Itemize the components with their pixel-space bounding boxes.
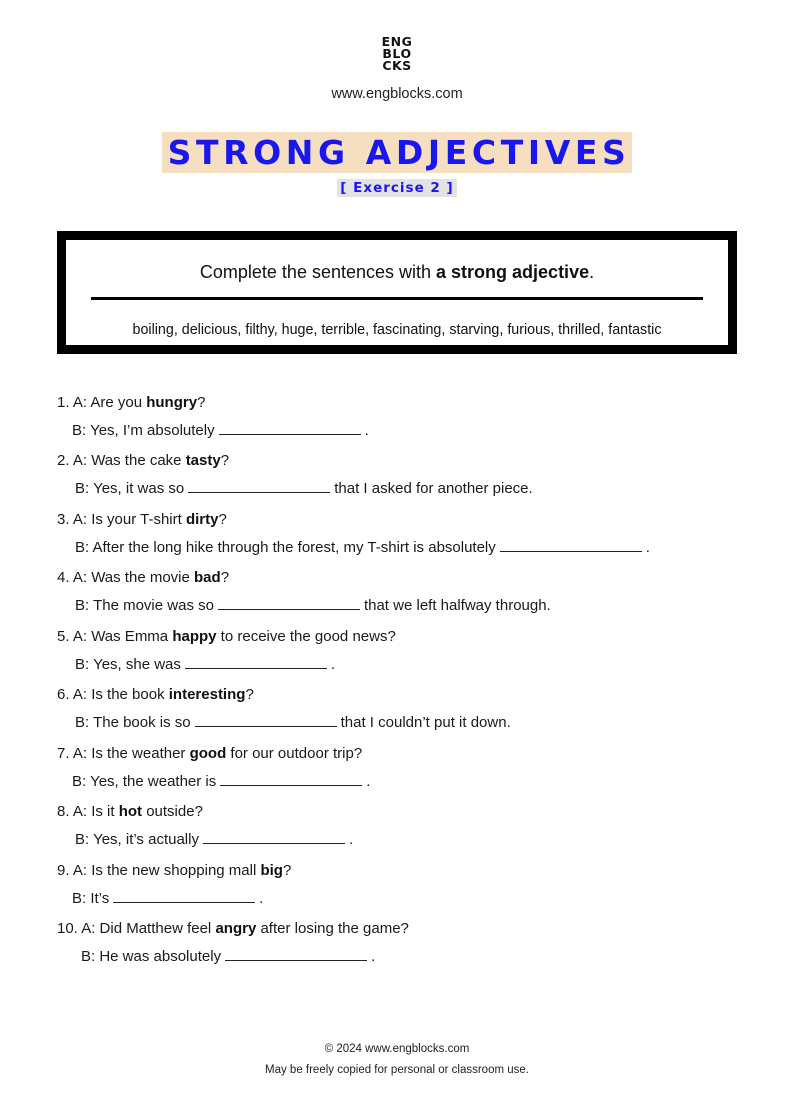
answer-blank[interactable] — [203, 829, 345, 844]
answer-blank[interactable] — [185, 654, 327, 669]
question-a-line — [57, 451, 229, 471]
key-adjective: big — [260, 862, 283, 879]
instruction-text — [66, 262, 728, 283]
question-text: ? — [245, 686, 254, 703]
answer-text: . — [645, 539, 650, 556]
instruction-bold: a strong adjective — [436, 262, 590, 282]
website-url: www.engblocks.com — [331, 86, 463, 102]
key-adjective: bad — [194, 569, 221, 586]
key-adjective: good — [189, 745, 227, 762]
question-text: A: Is your T-shirt — [72, 511, 186, 528]
logo-line: CKS — [382, 58, 412, 73]
instruction-prefix: Complete the sentences with — [199, 262, 437, 282]
answer-b-line — [75, 829, 353, 850]
answer-b-line — [81, 946, 375, 967]
answer-text: . — [366, 773, 371, 790]
answer-b-line — [75, 595, 551, 616]
question-text: after losing the game? — [256, 920, 409, 937]
question-a-line — [57, 861, 291, 881]
engblocks-logo — [0, 36, 794, 72]
key-adjective: hot — [118, 803, 143, 820]
worksheet-title: STRONG ADJECTIVES — [162, 132, 633, 173]
instruction-suffix: . — [589, 262, 595, 282]
answer-text: that I couldn’t put it down. — [340, 714, 511, 731]
answer-text: B: After the long hike through the forest, my T-shirt is absolutely — [75, 539, 496, 556]
key-adjective: dirty — [185, 511, 219, 528]
answer-text: B: Yes, it’s actually — [75, 831, 199, 848]
question-a-line — [57, 510, 227, 530]
question-number: 6. — [57, 686, 70, 703]
question-text: A: Is the book — [72, 686, 169, 703]
question-text: ? — [197, 394, 206, 411]
question-text: for our outdoor trip? — [226, 745, 363, 762]
question-a-line — [57, 802, 203, 822]
exercise-label: [ Exercise 2 ] — [337, 179, 456, 197]
question-text: A: Was the cake — [72, 452, 186, 469]
answer-blank[interactable] — [195, 712, 337, 727]
answer-text: B: Yes, it was so — [75, 480, 185, 497]
answer-text: . — [330, 656, 336, 673]
question-text: A: Was Emma — [72, 628, 173, 645]
answer-blank[interactable] — [225, 946, 367, 961]
answer-text: B: He was absolutely — [81, 948, 222, 965]
question-text: A: Is it — [72, 803, 119, 820]
footer-license: May be freely copied for personal or classroom use. — [265, 1064, 529, 1076]
question-number: 4. — [57, 569, 70, 586]
answer-text: . — [259, 890, 264, 907]
answer-blank[interactable] — [218, 595, 360, 610]
question-text: A: Is the new shopping mall — [72, 862, 261, 879]
question-text: ? — [282, 862, 292, 879]
question-text: A: Was the movie — [72, 569, 195, 586]
answer-text: B: Yes, I’m absolutely — [72, 422, 215, 439]
divider — [91, 297, 703, 300]
question-a-line — [57, 393, 205, 413]
answer-text: . — [364, 422, 369, 439]
answer-text: that we left halfway through. — [363, 597, 551, 614]
answer-blank[interactable] — [500, 537, 642, 552]
key-adjective: tasty — [185, 452, 221, 469]
question-number: 2. — [57, 452, 70, 469]
question-a-line — [57, 685, 254, 705]
question-number: 7. — [57, 745, 70, 762]
answer-text: B: The book is so — [75, 714, 191, 731]
question-text: to receive the good news? — [216, 628, 396, 645]
key-adjective: hungry — [146, 394, 198, 411]
question-number: 8. — [57, 803, 70, 820]
answer-text: B: Yes, she was — [75, 656, 181, 673]
answer-b-line — [72, 888, 263, 909]
logo-line: ENG — [381, 34, 413, 49]
answer-b-line — [72, 420, 369, 441]
question-text: ? — [220, 569, 230, 586]
question-text: A: Are you — [72, 394, 147, 411]
question-a-line — [57, 568, 229, 588]
key-adjective: angry — [215, 920, 257, 937]
question-text: A: Did Matthew feel — [81, 920, 216, 937]
instruction-box — [57, 231, 737, 354]
answer-text: B: Yes, the weather is — [72, 773, 217, 790]
answer-text: . — [371, 948, 376, 965]
question-a-line — [57, 744, 362, 764]
word-bank: boiling, delicious, filthy, huge, terrible, fascinating, starving, furious, thrilled, fantastic — [132, 322, 662, 338]
question-text: ? — [220, 452, 230, 469]
question-number: 1. — [57, 394, 70, 411]
question-number: 3. — [57, 511, 70, 528]
question-number: 10. — [57, 920, 78, 937]
answer-blank[interactable] — [188, 478, 330, 493]
key-adjective: interesting — [168, 686, 246, 703]
answer-text: B: It’s — [72, 890, 110, 907]
answer-blank[interactable] — [220, 771, 362, 786]
question-number: 5. — [57, 628, 70, 645]
answer-blank[interactable] — [113, 888, 255, 903]
question-text: A: Is the weather — [72, 745, 190, 762]
question-a-line — [57, 627, 396, 647]
answer-text: that I asked for another piece. — [334, 480, 533, 497]
answer-b-line — [75, 478, 533, 499]
question-a-line — [57, 919, 409, 939]
question-number: 9. — [57, 862, 70, 879]
answer-text: B: The movie was so — [75, 597, 214, 614]
question-text: ? — [218, 511, 227, 528]
answer-b-line — [75, 712, 511, 733]
answer-text: . — [348, 831, 354, 848]
answer-b-line — [75, 537, 650, 558]
footer-copyright: © 2024 www.engblocks.com — [324, 1043, 470, 1055]
answer-blank[interactable] — [219, 420, 361, 435]
logo-line: BLO — [382, 46, 412, 61]
key-adjective: happy — [172, 628, 217, 645]
question-text: outside? — [142, 803, 203, 820]
answer-b-line — [72, 771, 370, 792]
answer-b-line — [75, 654, 335, 675]
